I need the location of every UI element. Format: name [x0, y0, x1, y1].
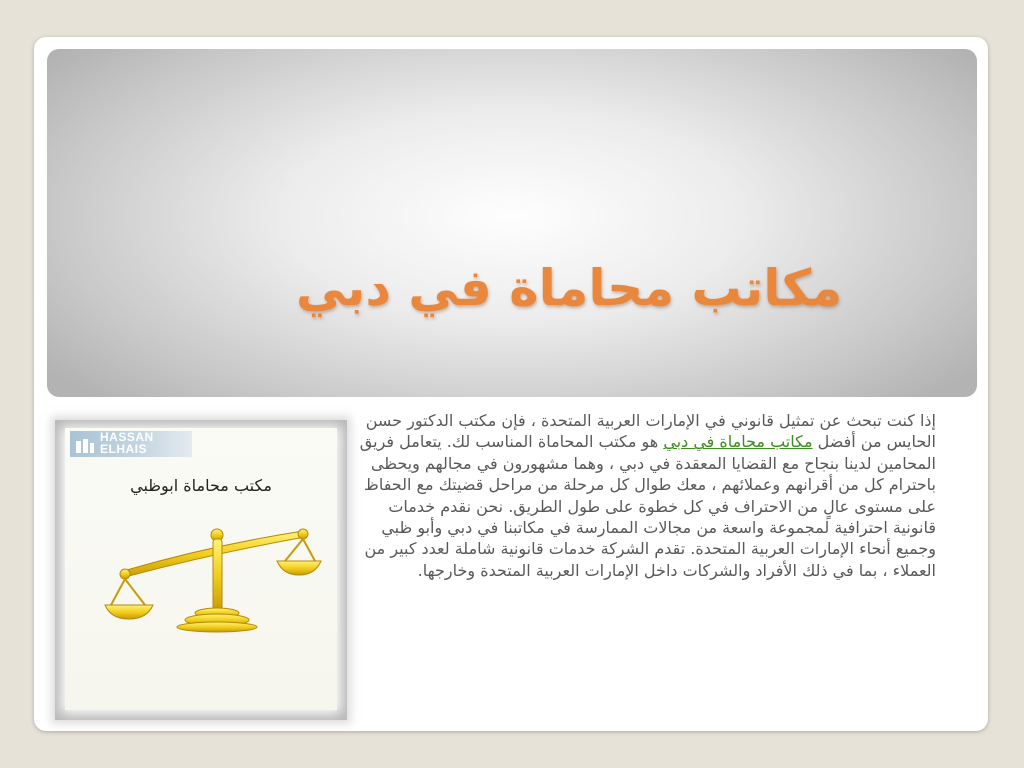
logo-text: HASSAN ELHAIS [100, 430, 154, 456]
image-caption: مكتب محاماة ابوظبي [130, 476, 272, 495]
title-banner [47, 49, 977, 397]
image-content [65, 428, 337, 710]
slide-title: مكاتب محاماة في دبي [295, 259, 843, 317]
paragraph-text-2: هو مكتب المحاماة المناسب لك. يتعامل فريق المحامين لدينا بنجاح مع القضايا المعقدة في دبي ، وهما مشهورون في مجالهم ويحظى باحترام كل من أقرانهم وعملائهم ، معك طوال كل مرحلة من مراحل قضيتك مع الحفاظ على مستوى عالٍ من الاحتراف في كل خطوة على طول الطريق. نحن نقدم خدمات قانونية احترافية لمجموعة واسعة من مجالات الممارسة في مكاتبنا في دبي وأبو ظبي وجميع أنحاء الإمارات العربية المتحدة. تقدم الشركة خدمات قانونية شاملة لعدد كبير من العملاء ، بما في ذلك الأفراد والشركات داخل الإمارات العربية المتحدة وخارجها. [359, 432, 936, 580]
body-paragraph [356, 410, 936, 581]
paragraph-text-1: إذا كنت تبحث عن تمثيل قانوني في الإمارات العربية المتحدة ، فإن مكتب الدكتور حسن الحايس من أفضل [365, 411, 936, 452]
company-logo [70, 431, 192, 457]
scales-of-justice-icon [103, 523, 323, 633]
logo-mark-icon [76, 439, 94, 453]
law-firms-dubai-link[interactable]: مكاتب محاماة في دبي [663, 432, 813, 452]
law-office-image [55, 420, 347, 720]
